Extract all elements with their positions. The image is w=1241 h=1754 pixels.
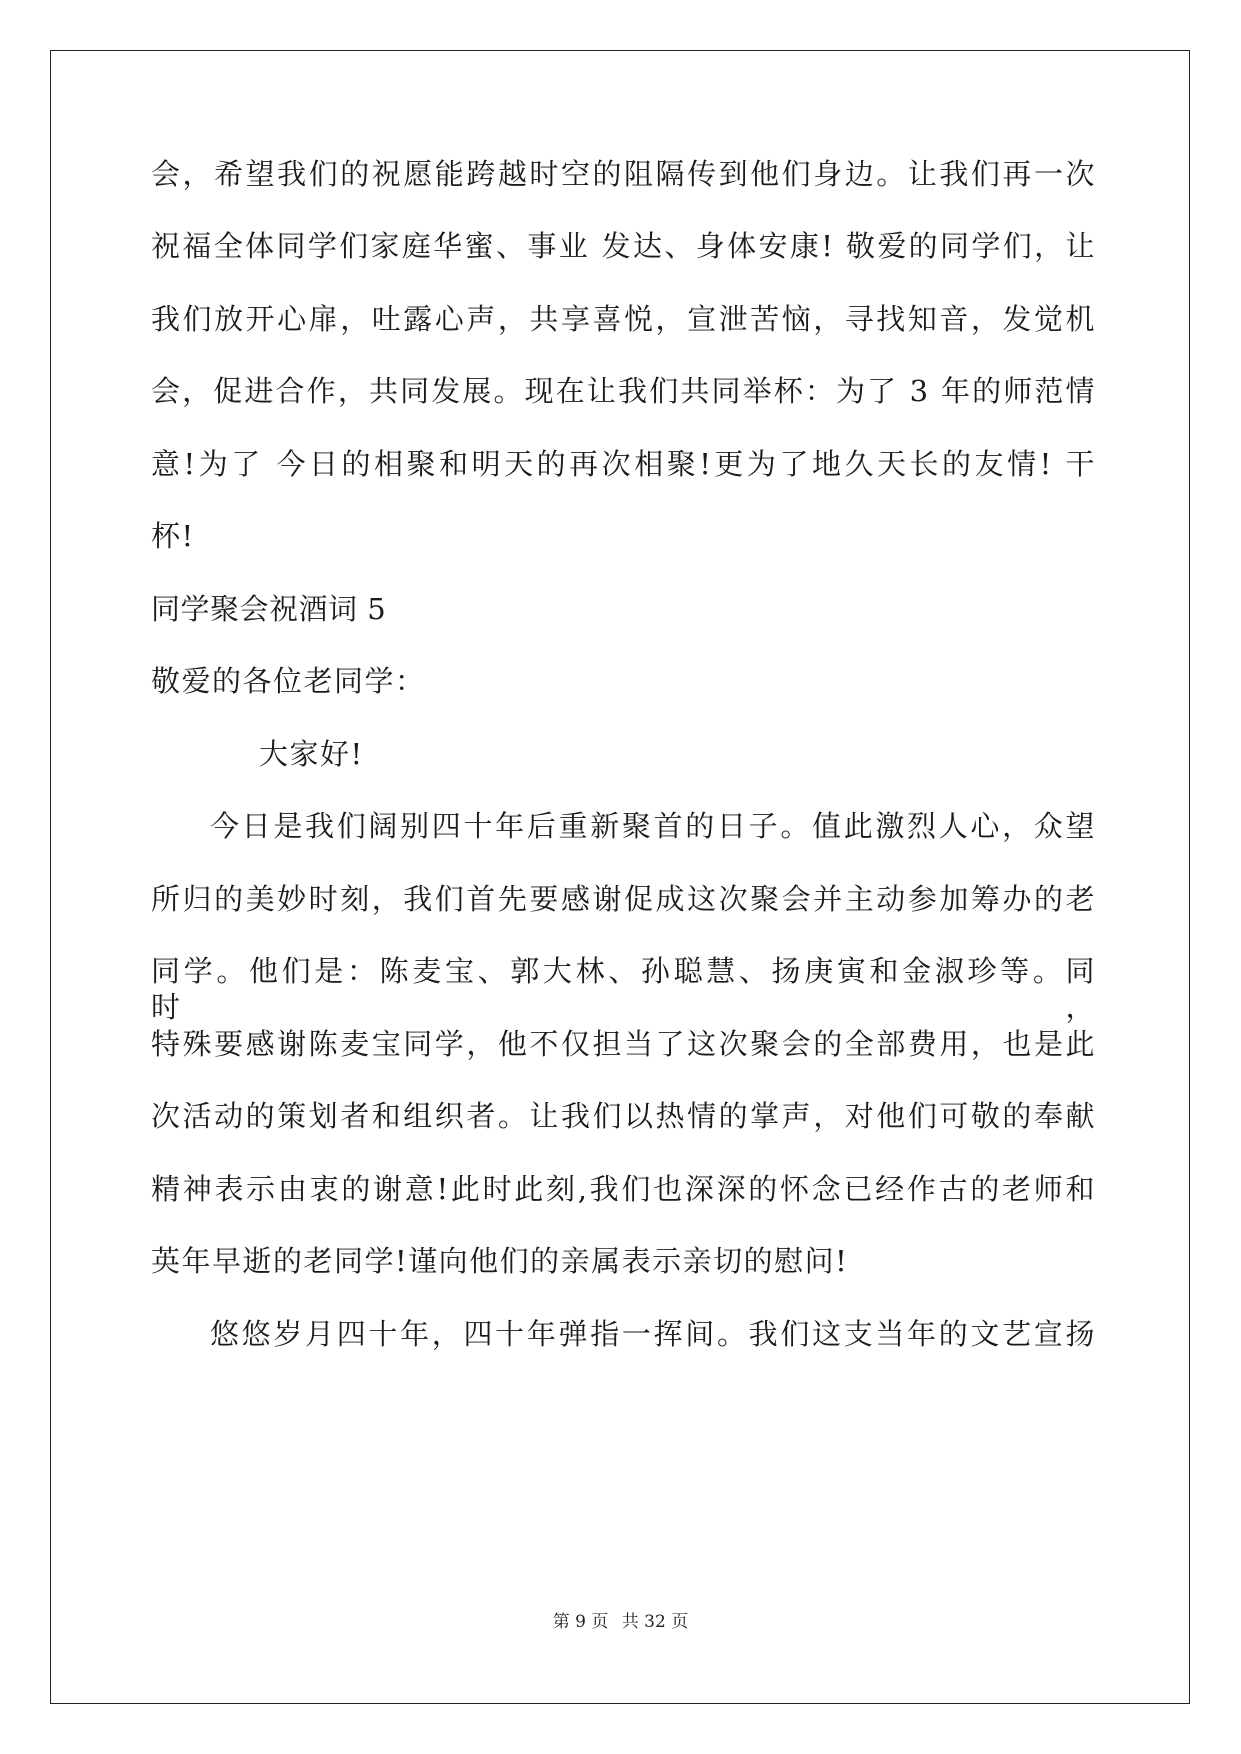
body-line: 会，希望我们的祝愿能跨越时空的阻隔传到他们身边。让我们再一次	[151, 157, 1096, 191]
paragraph-start-line: 悠悠岁月四十年，四十年弹指一挥间。我们这支当年的文艺宣扬	[210, 1317, 1096, 1351]
body-line: 祝福全体同学们家庭华蜜、事业 发达、身体安康! 敬爱的同学们，让	[151, 229, 1096, 263]
body-line: 次活动的策划者和组织者。让我们以热情的掌声，对他们可敬的奉献	[151, 1099, 1096, 1133]
body-line: 特殊要感谢陈麦宝同学，他不仅担当了这次聚会的全部费用，也是此	[151, 1027, 1096, 1061]
body-line: 精神表示由衷的谢意!此时此刻,我们也深深的怀念已经作古的老师和	[151, 1172, 1096, 1206]
section-heading: 同学聚会祝酒词 5	[151, 592, 387, 626]
paragraph-start-line: 今日是我们阔别四十年后重新聚首的日子。值此激烈人心，众望	[210, 809, 1096, 843]
page-footer	[0, 1607, 1241, 1632]
body-line: 杯!	[151, 519, 195, 553]
page-border	[50, 50, 1190, 1704]
page-total: 共 32 页	[621, 1612, 689, 1632]
greeting: 大家好!	[259, 737, 364, 771]
body-line: 同学。他们是：陈麦宝、郭大林、孙聪慧、扬庚寅和金淑珍等。同时，	[151, 954, 1096, 1024]
body-line: 会，促进合作，共同发展。现在让我们共同举杯：为了 3 年的师范情	[151, 374, 1096, 408]
body-line: 我们放开心扉，吐露心声，共享喜悦，宣泄苦恼，寻找知音，发觉机	[151, 302, 1096, 336]
salutation: 敬爱的各位老同学：	[151, 664, 426, 698]
body-line: 所归的美妙时刻，我们首先要感谢促成这次聚会并主动参加筹办的老	[151, 882, 1096, 916]
body-line: 意!为了 今日的相聚和明天的再次相聚!更为了地久天长的友情! 干	[151, 447, 1096, 481]
page-number: 第 9 页	[552, 1612, 609, 1632]
body-line: 英年早逝的老同学!谨向他们的亲属表示亲切的慰问!	[151, 1244, 849, 1278]
